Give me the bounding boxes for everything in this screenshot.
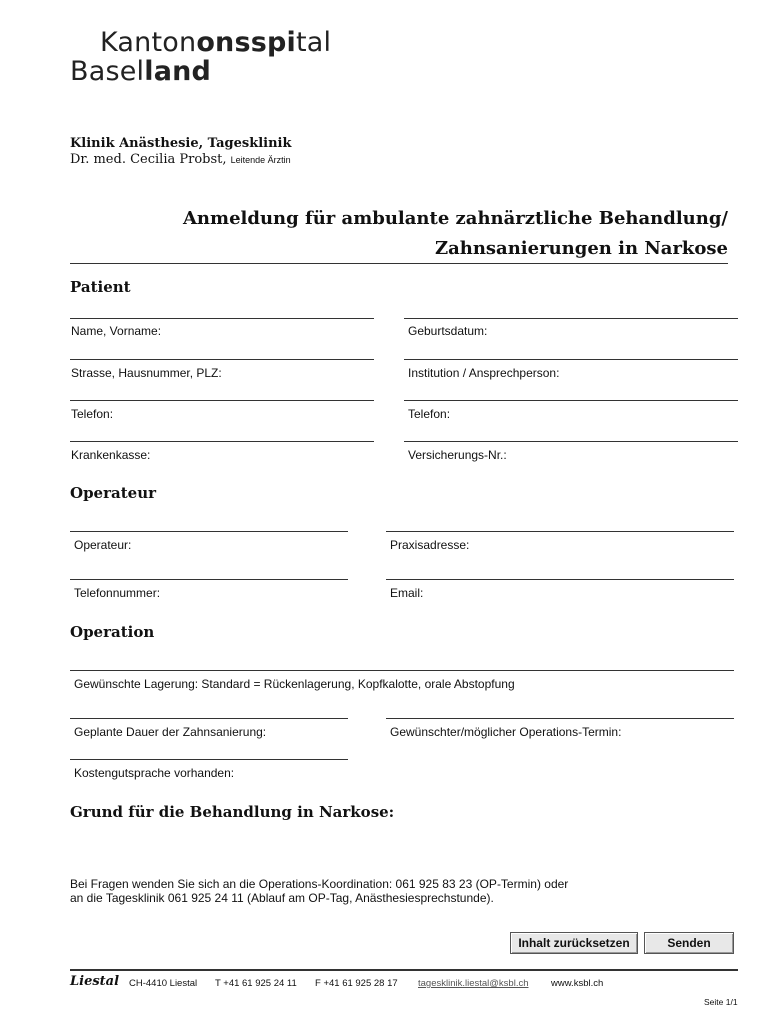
info-line-2: an die Tagesklinik 061 925 24 11 (Ablauf am OP-Tag, Anästhesiesprechstunde).	[70, 891, 494, 905]
logo-text: Basel	[70, 56, 145, 87]
footer-website: www.ksbl.ch	[551, 978, 604, 989]
title-rule	[70, 263, 728, 264]
logo-line-2	[70, 57, 211, 87]
institution-label: Institution / Ansprechperson:	[408, 366, 560, 380]
birthdate-label: Geburtsdatum:	[408, 324, 488, 338]
form-title-line-2: Zahnsanierungen in Narkose	[434, 238, 728, 259]
insurance-number-label: Versicherungs-Nr.:	[408, 448, 507, 462]
footer-fax: F +41 61 925 28 17	[315, 978, 398, 989]
street-field[interactable]	[70, 359, 374, 360]
doctor-name: Dr. med. Cecilia Probst,	[70, 152, 227, 167]
footer-rule	[70, 969, 738, 971]
footer-email-link[interactable]: tagesklinik.liestal@ksbl.ch	[418, 978, 529, 989]
operateur-phone-label: Telefonnummer:	[74, 586, 161, 600]
page-number: Seite 1/1	[704, 997, 738, 1007]
section-operation: Operation	[70, 623, 155, 641]
institution-field[interactable]	[404, 359, 738, 360]
email-field[interactable]	[386, 579, 734, 580]
logo-text: tal	[296, 27, 332, 58]
practice-address-field[interactable]	[386, 531, 734, 532]
footer-location: Liestal	[70, 974, 120, 989]
footer-postal: CH-4410 Liestal	[129, 978, 198, 989]
form-title-line-1: Anmeldung für ambulante zahnärztliche Behandlung/	[182, 208, 728, 229]
insurance-number-field[interactable]	[404, 441, 738, 442]
section-operateur: Operateur	[70, 484, 157, 502]
phone-label-left: Telefon:	[71, 407, 114, 421]
info-line-1: Bei Fragen wenden Sie sich an die Operations-Koordination: 061 925 83 23 (OP-Termin) oder	[70, 877, 569, 891]
email-label: Email:	[390, 586, 424, 600]
birthdate-field[interactable]	[404, 318, 738, 319]
insurance-label: Krankenkasse:	[71, 448, 151, 462]
cost-approval-field[interactable]	[70, 759, 348, 760]
cost-approval-label: Kostengutsprache vorhanden:	[74, 766, 235, 780]
phone-field-left[interactable]	[70, 400, 374, 401]
name-label: Name, Vorname:	[71, 324, 162, 338]
phone-label-right: Telefon:	[408, 407, 451, 421]
phone-field-right[interactable]	[404, 400, 738, 401]
operation-date-field[interactable]	[386, 718, 734, 719]
doctor-role: Leitende Ärztin	[230, 155, 291, 165]
logo-text: Kanton	[100, 27, 197, 58]
reset-button[interactable]: Inhalt zurücksetzen	[510, 932, 638, 954]
section-reason: Grund für die Behandlung in Narkose:	[70, 803, 395, 821]
logo-text-bold: sspi	[234, 27, 297, 58]
name-field[interactable]	[70, 318, 374, 319]
street-label: Strasse, Hausnummer, PLZ:	[71, 366, 222, 380]
positioning-field[interactable]	[70, 670, 734, 671]
positioning-label: Gewünschte Lagerung: Standard = Rückenlagerung, Kopfkalotte, orale Abstopfung	[74, 677, 515, 691]
operateur-field[interactable]	[70, 531, 348, 532]
section-patient: Patient	[70, 278, 131, 296]
operateur-label: Operateur:	[74, 538, 132, 552]
send-button[interactable]: Senden	[644, 932, 734, 954]
logo-line-1: Kantononsspital	[100, 27, 332, 58]
practice-address-label: Praxisadresse:	[390, 538, 470, 552]
reason-text-area[interactable]	[70, 826, 734, 870]
clinic-name: Klinik Anästhesie, Tagesklinik	[70, 136, 292, 151]
insurance-field[interactable]	[70, 441, 374, 442]
doctor-line	[70, 152, 291, 167]
duration-label: Geplante Dauer der Zahnsanierung:	[74, 725, 267, 739]
operateur-phone-field[interactable]	[70, 579, 348, 580]
operation-date-label: Gewünschter/möglicher Operations-Termin:	[390, 725, 622, 739]
footer-phone: T +41 61 925 24 11	[215, 978, 297, 989]
logo-text-bold: land	[144, 56, 212, 87]
duration-field[interactable]	[70, 718, 348, 719]
